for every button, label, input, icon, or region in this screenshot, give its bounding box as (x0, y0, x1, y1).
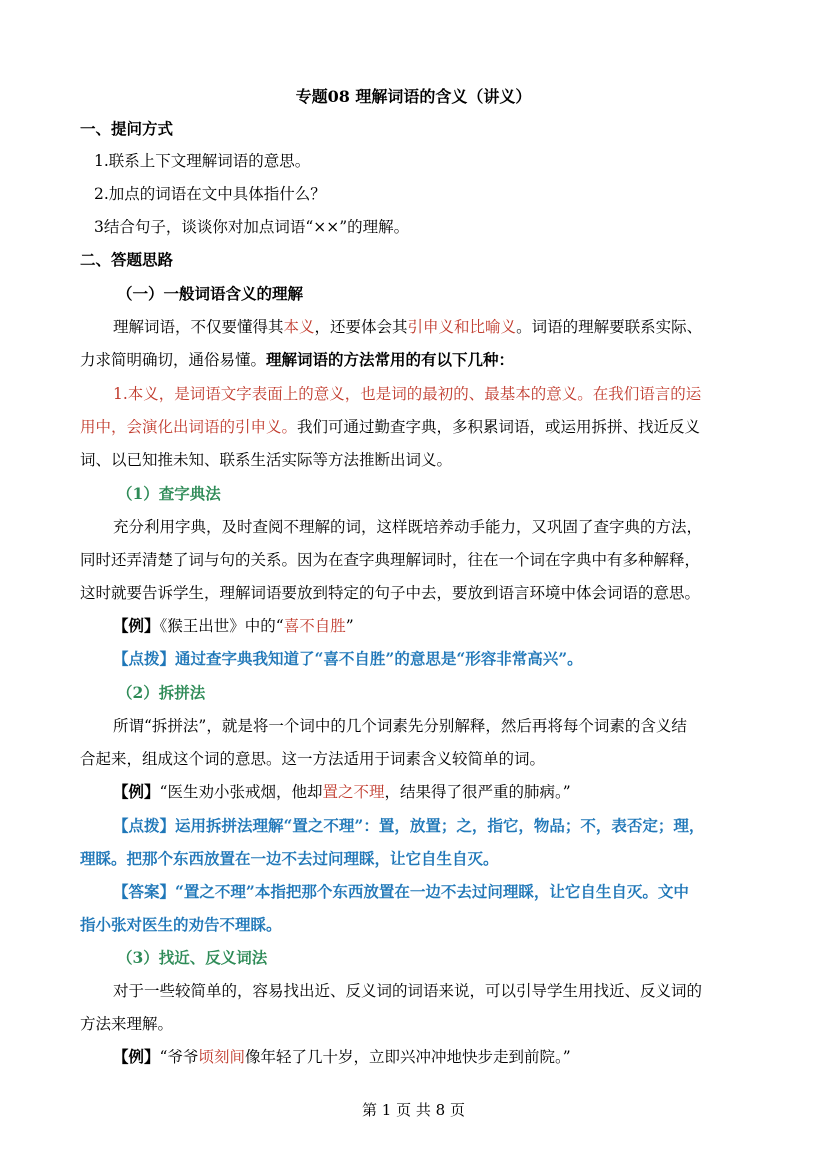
paragraph-line: 同时还弄清楚了词与句的关系。因为在查字典理解词时，往在一个词在字典中有多种解释， (80, 551, 701, 569)
example-line (113, 1046, 571, 1068)
section-heading-question-types: 一、提问方式 (80, 119, 174, 138)
page-footer: 第 1 页 共 8 页 (362, 1101, 465, 1119)
example-label: 【例】 (113, 1047, 160, 1066)
paragraph-line: 词、以已知推未知、联系生活实际等方法推断出词义。 (80, 451, 453, 469)
paragraph-line (113, 316, 702, 338)
paragraph-line: 对于一些较简单的，容易找出近、反义词的词语来说，可以引导学生用找近、反义词的 (113, 982, 703, 1000)
text-run: 理解词语，不仅要懂得其 (113, 318, 284, 336)
question-type-item: 1.联系上下文理解词语的意思。 (94, 152, 311, 170)
paragraph-line: 充分利用字典，及时查阅不理解的词，这样既培养动手能力，又巩固了查字典的方法， (113, 518, 703, 536)
text-run: 像年轻了几十岁，立即兴冲冲地快步走到前院。” (244, 1048, 571, 1066)
bold-text: 理解词语的方法常用的有以下几种： (266, 350, 515, 369)
definition-text: 用中，会演化出词语的引申义。 (80, 418, 298, 436)
highlight-term: 本义 (283, 318, 315, 336)
definition-line: 1.本义，是词语文字表面上的意义，也是词的最初的、最基本的意义。在我们语言的运 (113, 385, 702, 403)
paragraph-line (80, 416, 700, 438)
example-line (113, 781, 571, 803)
text-run: “爷爷 (159, 1048, 199, 1066)
method-heading-synonym: （3）找近、反义词法 (117, 948, 268, 967)
paragraph-line: 这时就要告诉学生，理解词语要放到特定的句子中去，要放到语言环境中体会词语的意思。 (80, 584, 701, 602)
highlight-term: 顷刻间 (198, 1048, 245, 1066)
method-heading-split: （2）拆拼法 (117, 683, 206, 702)
text-run: “医生劝小张戒烟，他却 (159, 783, 323, 801)
text-run: ” (345, 617, 354, 635)
text-run: 力求简明确切，通俗易懂。 (80, 351, 267, 369)
highlight-term: 喜不自胜 (283, 617, 346, 635)
paragraph-line: 方法来理解。 (80, 1015, 174, 1033)
subsection-heading-general: （一）一般词语含义的理解 (117, 284, 304, 303)
text-run: 《猴王出世》中的“ (159, 617, 284, 635)
page-title: 专题08 理解词语的含义（讲义） (295, 87, 532, 106)
method-heading-dictionary: （1）查字典法 (117, 484, 221, 503)
text-run: ，结果得了很严重的肺病。” (384, 783, 571, 801)
example-line (113, 615, 354, 637)
tip-line: 【点拨】运用拆拼法理解“置之不理”：置，放置；之，指它，物品；不，表否定；理， (113, 816, 705, 835)
highlight-term: 引申义和比喻义 (407, 318, 517, 336)
tip-line: 理睬。把那个东西放置在一边不去过问理睬，让它自生自灭。 (80, 849, 499, 868)
paragraph-line (80, 349, 514, 371)
text-run: 我们可通过勤查字典，多积累词语，或运用拆拼、找近反义 (297, 418, 701, 436)
answer-line: 指小张对医生的劝告不理睬。 (80, 915, 282, 934)
section-heading-answer-approach: 二、答题思路 (80, 250, 174, 269)
paragraph-line: 所谓“拆拼法”，就是将一个词中的几个词素先分别解释，然后再将每个词素的含义结 (113, 717, 687, 735)
paragraph-line: 合起来，组成这个词的意思。这一方法适用于词素含义较简单的词。 (80, 750, 546, 768)
question-type-item: 3结合句子，谈谈你对加点词语“××”的理解。 (94, 218, 410, 236)
tip-line: 【点拨】通过查字典我知道了“喜不自胜”的意思是“形容非常高兴”。 (113, 649, 583, 668)
highlight-term: 置之不理 (322, 783, 385, 801)
text-run: ，还要体会其 (314, 318, 408, 336)
answer-line: 【答案】“置之不理”本指把那个东西放置在一边不去过问理睬，让它自生自灭。文中 (113, 882, 689, 901)
question-type-item: 2.加点的词语在文中具体指什么？ (94, 185, 326, 203)
example-label: 【例】 (113, 782, 160, 801)
example-label: 【例】 (113, 616, 160, 635)
text-run: 。词语的理解要联系实际、 (516, 318, 703, 336)
